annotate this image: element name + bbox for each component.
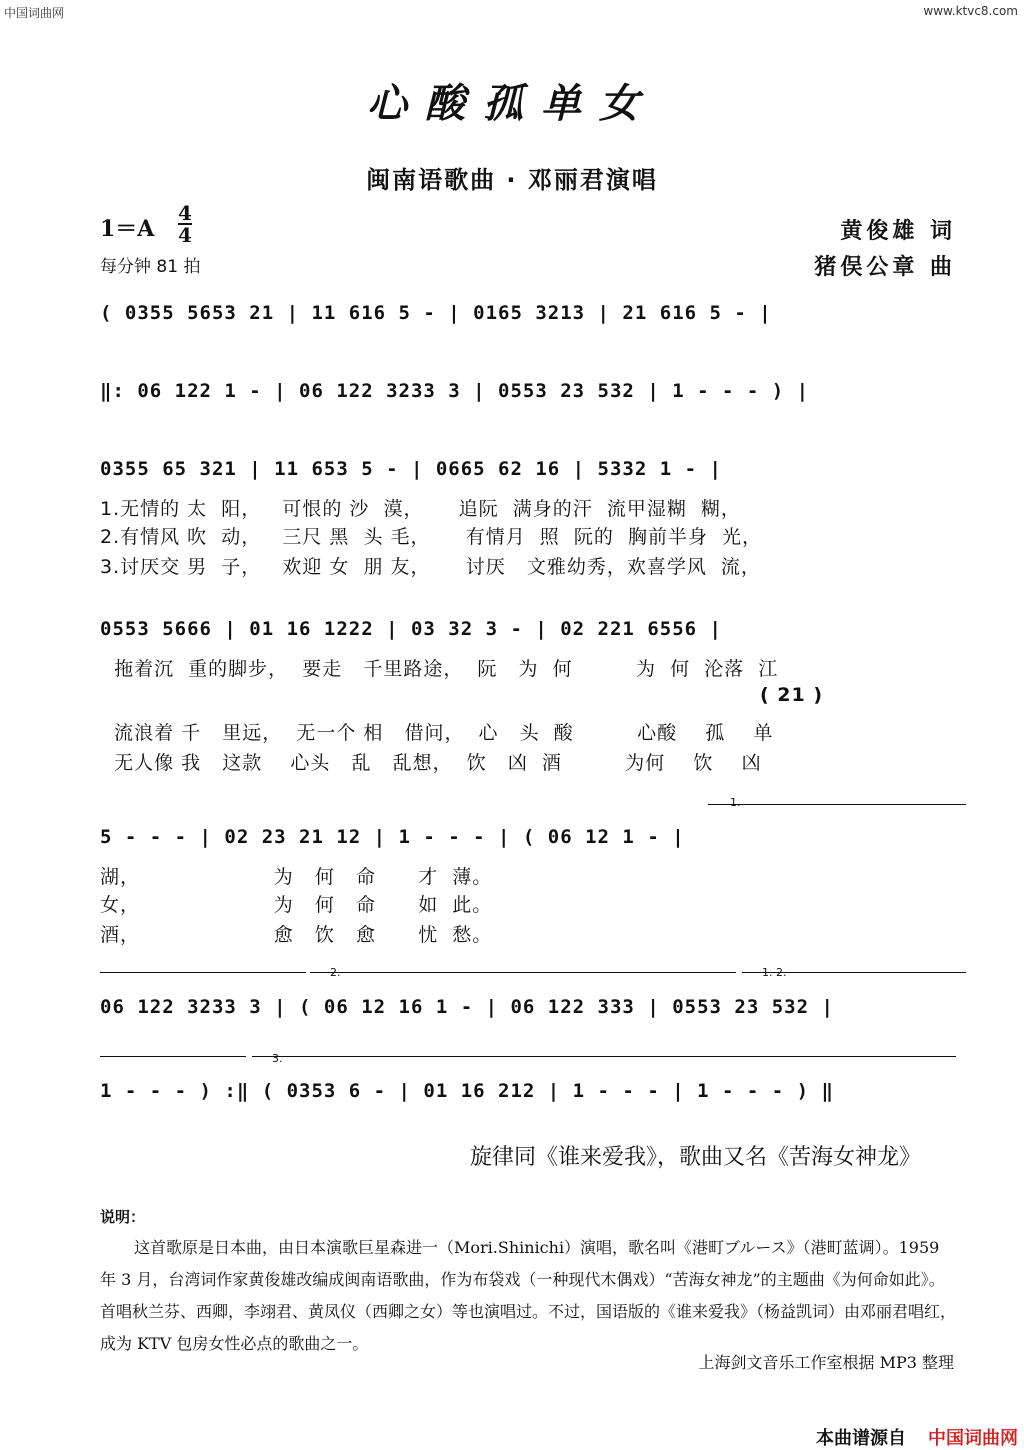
notes-body: 这首歌原是日本曲，由日本演歌巨星森进一（Mori.Shinichi）演唱，歌名叫《港町ブルース》（港町蓝调）。1959 年 3 月，台湾词作家黄俊雄改编成闽南语歌曲，作为布袋戏（一种现代木偶戏）“苦海女神龙”的主题曲《为何命如此》。首唱秋兰芬、西卿，李翊君、黄凤仪（西卿之女）等也演唱过。不过，国语版的《谁来爱我》（杨益凯词）由邓丽君唱红，成为 KTV 包房女性必点的歌曲之一。 [100,1238,957,1353]
lyric-verse1-c: 湖， 为 何 命 才 薄。 [100,866,493,888]
time-signature-top: 4 [178,201,192,225]
tempo-marking: 每分钟 81 拍 [100,257,201,277]
lyric-verse2-a: 2.有情风 吹 动， 三尺 黑 头 毛， 有情月 照 阮的 胸前半身 光， [100,526,763,548]
time-signature [178,201,192,247]
lyric-verse3-b: 无人像 我 这款 心头 乱 乱想， 饮 凶 酒 为何 饮 凶 [100,752,762,774]
lyric-verse2-c: 女， 为 何 命 如 此。 [100,894,493,916]
lyric-verse3-c: 酒， 愈 饮 愈 忧 愁。 [100,924,493,946]
key-signature: 1＝A [100,216,155,242]
time-signature-bottom: 4 [178,223,192,247]
lyricist-credit: 黄俊雄 词 [840,219,956,244]
ending-bracket-1 [708,804,966,805]
site-url-right: www.ktvc8.com [923,4,1018,18]
score-line-7: 1 - - - ) :‖ ( 0353 6 - | 01 16 212 | 1 - - - | 1 - - - ) ‖ [100,1080,834,1102]
score-line-3: 0355 65 321 | 11 653 5 - | 0665 62 16 | 5332 1 - | [100,458,722,480]
composer-credit: 猪俣公章 曲 [814,255,956,280]
ending-label-1-2: 1. 2. [762,966,787,979]
ending-bracket-2 [310,972,736,973]
song-title: 心酸孤单女 [367,80,657,127]
ending-bracket-3 [252,1056,956,1057]
lyric-verse2-b: 流浪着 千 里远， 无一个 相 借问， 心 头 酸 心酸 孤 单 [100,722,774,744]
song-subtitle: 闽南语歌曲 · 邓丽君演唱 [366,166,658,194]
ending-bracket-continued-2 [100,1056,246,1057]
score-line-2: ‖: 06 122 1 - | 06 122 3233 3 | 0553 23 532 | 1 - - - ) | [100,380,810,402]
source-label: 本曲谱源自 [816,1428,906,1449]
lyric-alt-notes: ( 21 ) [760,684,824,706]
score-line-5: 5 - - - | 02 23 21 12 | 1 - - - | ( 06 12 1 - | [100,826,685,848]
score-line-6: 06 122 3233 3 | ( 06 12 16 1 - | 06 122 333 | 0553 23 532 | [100,996,834,1018]
transcriber-credit: 上海剑文音乐工作室根据 MP3 整理 [698,1353,954,1372]
site-name-left: 中国词曲网 [4,6,65,20]
notes-heading: 说明： [100,1208,146,1226]
ending-label-2: 2. [330,966,341,979]
lyric-verse1-b: 拖着沉 重的脚步， 要走 千里路途， 阮 为 何 为 何 沦落 江 [100,658,779,680]
melody-note: 旋律同《谁来爱我》，歌曲又名《苦海女神龙》 [470,1145,922,1170]
ending-bracket-continued [100,972,306,973]
score-line-1: ( 0355 5653 21 | 11 616 5 - | 0165 3213 | 21 616 5 - | [100,302,772,324]
score-line-4: 0553 5666 | 01 16 1222 | 03 32 3 - | 02 221 6556 | [100,618,722,640]
ending-label-1: 1. [730,796,741,809]
lyric-verse3-a: 3.讨厌交 男 子， 欢迎 女 朋 友， 讨厌 文雅幼秀，欢喜学风 流， [100,556,761,578]
ending-label-3: 3. [272,1052,283,1065]
brand-logo-text[interactable]: 中国词曲网 [928,1428,1018,1449]
lyric-verse1-a: 1.无情的 太 阳， 可恨的 沙 漠， 追阮 满身的汗 流甲湿糊 糊， [100,498,741,520]
